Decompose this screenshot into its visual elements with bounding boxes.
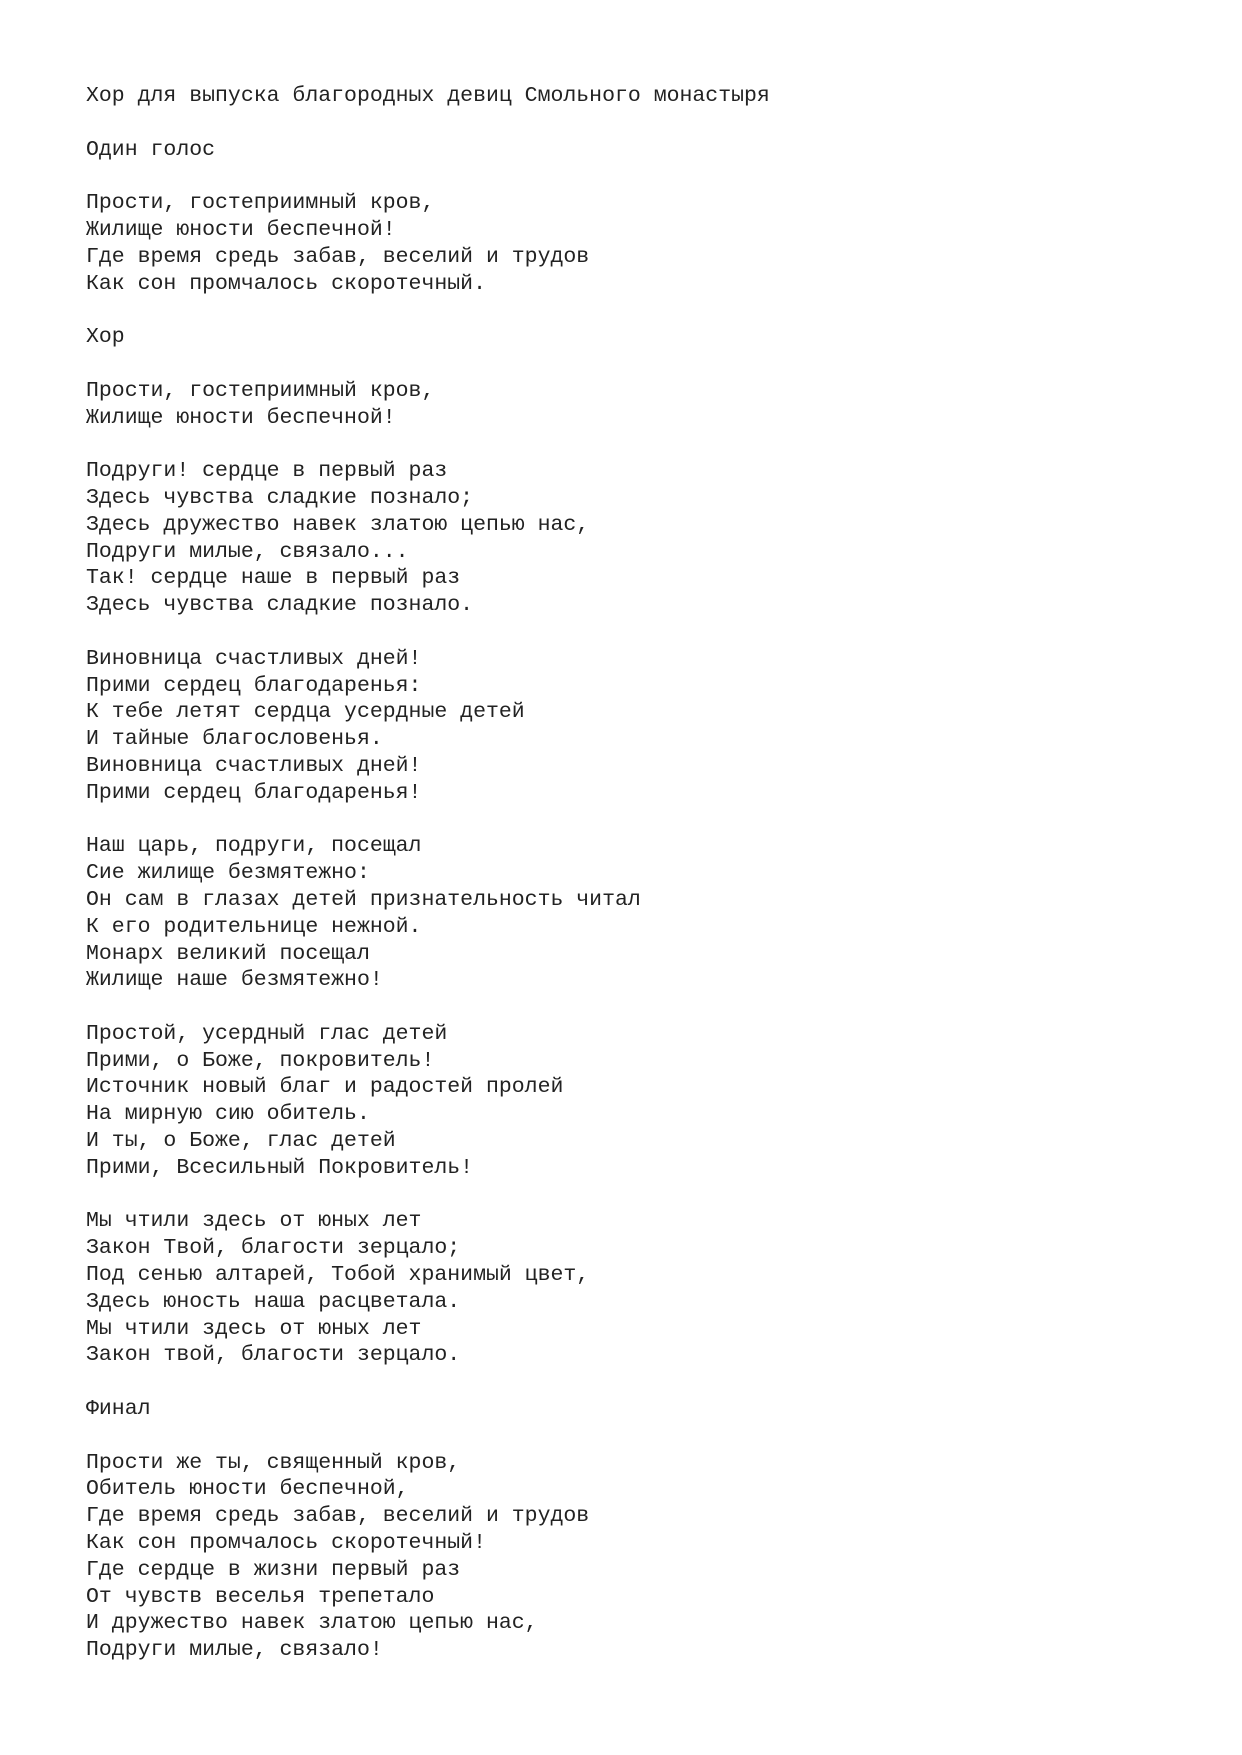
verse-line: Прости же ты, священный кров,: [86, 1450, 461, 1475]
verse-line: Подруги милые, связало!: [86, 1638, 383, 1663]
verse-line: Прими, о Боже, покровитель!: [86, 1048, 435, 1073]
blank-line: [86, 110, 1186, 137]
blank-line: [86, 994, 1186, 1021]
verse-line: Где время средь забав, веселий и трудов: [86, 1504, 590, 1529]
blank-line: [86, 431, 1186, 458]
verse-line: Мы чтили здесь от юных лет: [86, 1209, 422, 1234]
verse-line: Закон твой, благости зерцало.: [86, 1343, 461, 1368]
verse-line: Под сенью алтарей, Тобой хранимый цвет,: [86, 1263, 590, 1288]
blank-line: [86, 1182, 1186, 1209]
verse-line: Как сон промчалось скоротечный!: [86, 1531, 486, 1556]
document-page: [86, 83, 1186, 1664]
verse-line: От чувств веселья трепетало: [86, 1584, 435, 1609]
verse-line: Источник новый благ и радостей пролей: [86, 1075, 564, 1100]
blank-line: [86, 351, 1186, 378]
verse-line: Как сон промчалось скоротечный.: [86, 271, 486, 296]
blank-line: [86, 1423, 1186, 1450]
stanza: [86, 190, 1186, 297]
blank-line: [86, 619, 1186, 646]
verse-line: Жилище юности беспечной!: [86, 217, 396, 242]
stanza: [86, 1021, 1186, 1182]
verse-line: Прими сердец благодаренья!: [86, 780, 422, 805]
stanza: [86, 833, 1186, 994]
verse-line: К его родительнице нежной.: [86, 914, 422, 939]
section-heading-solo: Один голос: [86, 137, 216, 162]
verse-line: Здесь чувства сладкие познало.: [86, 593, 474, 618]
verse-line: Здесь дружество навек златою цепью нас,: [86, 512, 590, 537]
stanza: [86, 646, 1186, 807]
verse-line: К тебе летят сердца усердные детей: [86, 700, 525, 725]
verse-line: Прими, Всесильный Покровитель!: [86, 1155, 474, 1180]
verse-line: Он сам в глазах детей признательность читал: [86, 887, 641, 912]
section-heading-choir: Хор: [86, 325, 125, 350]
verse-line: Здесь юность наша расцветала.: [86, 1289, 461, 1314]
verse-line: Виновница счастливых дней!: [86, 646, 422, 671]
verse-line: Виновница счастливых дней!: [86, 753, 422, 778]
verse-line: Здесь чувства сладкие познало;: [86, 485, 474, 510]
verse-line: Жилище юности беспечной!: [86, 405, 396, 430]
verse-line: Подруги! сердце в первый раз: [86, 459, 448, 484]
verse-line: Мы чтили здесь от юных лет: [86, 1316, 422, 1341]
verse-line: Подруги милые, связало...: [86, 539, 409, 564]
verse-line: Наш царь, подруги, посещал: [86, 834, 422, 859]
verse-line: И тайные благословенья.: [86, 727, 383, 752]
verse-line: Так! сердце наше в первый раз: [86, 566, 461, 591]
verse-line: И ты, о Боже, глас детей: [86, 1129, 396, 1154]
stanza: [86, 1450, 1186, 1664]
blank-line: [86, 163, 1186, 190]
stanza: [86, 378, 1186, 432]
verse-line: Сие жилище безмятежно:: [86, 861, 370, 886]
stanza: [86, 458, 1186, 619]
verse-line: Где сердце в жизни первый раз: [86, 1557, 461, 1582]
stanza: [86, 1208, 1186, 1369]
verse-line: Простой, усердный глас детей: [86, 1021, 448, 1046]
section-heading-finale: Финал: [86, 1397, 151, 1422]
blank-line: [86, 807, 1186, 834]
verse-line: И дружество навек златою цепью нас,: [86, 1611, 538, 1636]
document-title: Хор для выпуска благородных девиц Смольного монастыря: [86, 84, 770, 108]
verse-line: Прости, гостеприимный кров,: [86, 378, 435, 403]
verse-line: На мирную сию обитель.: [86, 1102, 370, 1127]
verse-line: Монарх великий посещал: [86, 941, 370, 966]
verse-line: Прими сердец благодаренья:: [86, 673, 422, 698]
blank-line: [86, 297, 1186, 324]
verse-line: Обитель юности беспечной,: [86, 1477, 409, 1502]
blank-line: [86, 1369, 1186, 1396]
verse-line: Закон Твой, благости зерцало;: [86, 1236, 461, 1261]
verse-line: Где время средь забав, веселий и трудов: [86, 244, 590, 269]
verse-line: Прости, гостеприимный кров,: [86, 191, 435, 216]
verse-line: Жилище наше безмятежно!: [86, 968, 383, 993]
